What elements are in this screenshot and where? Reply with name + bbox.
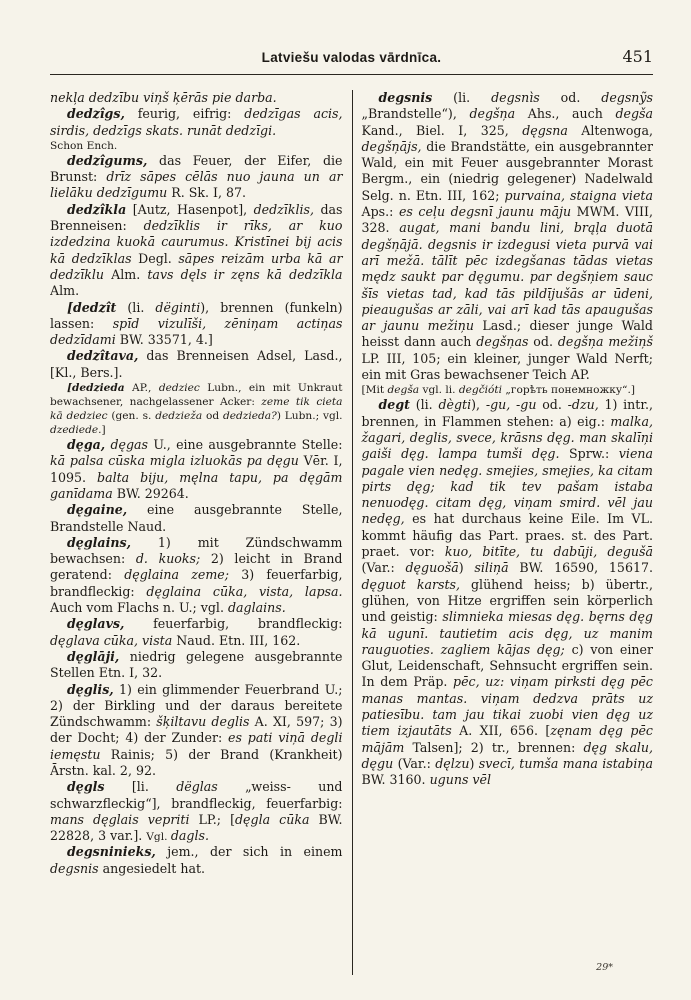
entry-text: degsnis [50, 860, 99, 876]
entry-text: BW. 29264. [112, 485, 189, 501]
entry-text: dedzieda? [222, 410, 277, 423]
headword: dęglavs, [67, 616, 125, 632]
headword: dedzîkla [67, 201, 127, 217]
entry-text: dedzīgas acis, sirdis, dedzīgs skats. runāt dedzīgi. [50, 106, 343, 138]
dictionary-entry [50, 106, 343, 139]
entry-text: ) Lubn.; vgl. [276, 410, 343, 423]
entry-text: degsnỹs [601, 90, 653, 105]
entry-text: šķiltavu deglis [156, 714, 250, 730]
entry-text: BW. 3160. [361, 772, 430, 788]
entry-text: Lubn., ein mit Unkraut bewachsener, nachgelassener Acker: [50, 382, 343, 409]
entry-text: 1) ein glimmender Feuerbrand U.; 2) der Birkling und der daraus bereitete Zündschwamm: [50, 681, 343, 730]
entry-text: A. XII, 656. [ [451, 723, 551, 739]
entry-text: Alm. [104, 266, 148, 282]
entry-text: Altenwoga, [567, 122, 653, 138]
running-header [50, 44, 653, 75]
entry-text: es ceļu degsnī jaunu māju [398, 204, 572, 220]
headword: dedzîgums, [67, 152, 148, 168]
entry-text: jem., der sich in einem [155, 844, 343, 860]
entry-text: degšņa mežiņš [557, 334, 653, 350]
entry-text: 3) feuerfarbig, brandfleckig: [50, 567, 343, 599]
entry-text: nekļa dedzību viņš ķērās pie darba. [50, 90, 277, 105]
entry-text: od. [539, 90, 602, 105]
entry-text: spīd vizulīši, zēniņam actiņas dedzīdami [50, 315, 343, 348]
entry-text: [Autz, Hasenpot], [126, 201, 254, 217]
dictionary-entry [362, 397, 654, 788]
entry-text: es hat durchaus keine Eile. Im VL. kommt häufig das Part. praes. st. des Part. praet. vor: [361, 511, 653, 560]
entry-text: LP.; [ [189, 811, 235, 827]
headword: dedzîtava, [67, 348, 139, 364]
entry-text: R. Sk. I, 87. [167, 185, 247, 201]
entry-text: (Var.: [393, 755, 436, 771]
entry-text: balta biju, męlna tapu, pa dęgām ganīdama [50, 469, 343, 501]
entry-text: degčióti [458, 384, 503, 397]
entry-text: -gu, -gu [485, 397, 537, 413]
entry-text: 1) mit Zündschwamm bewachsen: [50, 534, 343, 567]
entry-text: mans dęglais vepriti [50, 811, 190, 827]
dictionary-entry [50, 437, 343, 502]
entry-text: eine ausgebrannte Stelle, Brandstelle Naud. [50, 502, 343, 534]
entry-text: Naud. Etn. III, 162. [172, 632, 301, 648]
entry-text: slimnieka miesas dęg. bęrns dęg kā ugunī. tautietim acis dęg, uz manim rauguoties. zagliem kājas dęg; [361, 609, 653, 657]
entry-text: dęgla cūka [235, 811, 310, 827]
entry-text: degšņa [469, 106, 516, 122]
entry-text: degša [615, 106, 653, 122]
entry-text: ) [458, 560, 475, 576]
entry-text: ), [471, 397, 486, 413]
entry-text: od. [528, 334, 558, 350]
entry-text: Lasd.; dieser junge Wald heisst dann auch [361, 318, 653, 350]
entry-text: Aps.: [361, 204, 399, 220]
dictionary-entry [362, 90, 654, 383]
entry-text: d. kuoks; [135, 551, 201, 567]
entry-text: augat, mani bandu lini, brąļa duotā degšņājā. degsnis ir izdegusi vieta purvā vai arī mežā. tālīt pēc izdegšanas tādas vietas mędz saukt par dęgumu. par degšņiem sauc šīs vietas tad, kad tās pildījušās ar ūdeni, pieaugušas ar zāli, vai arī kad tās apaugušas ar jaunu mežiņu [361, 220, 653, 334]
headword: [dedzît [67, 299, 117, 315]
left-column [50, 90, 352, 975]
entry-text: das Brenneisen: [50, 201, 343, 234]
entry-text: Kand., Biel. I, 325, [361, 122, 523, 138]
entry-text: U., eine ausgebrannte Stelle: [148, 437, 343, 453]
entry-text: c) von einer Glut, Leidenschaft, Sehnsucht ergriffen sein. In dem Präp. [361, 641, 653, 690]
entry-text: drīz sāpes cēlās nuo jauna un ar lielāku dedzīgumu [50, 169, 343, 201]
entry-text: die Brandstätte, ein ausgebrannter Wald, ein mit Feuer ausgebrannter Morast Bergm., ein (niedrig gelegener) Nadelwald Selg. n. Etn. III, 162; [361, 138, 653, 203]
headword: dedzîgs, [67, 106, 125, 122]
entry-text: dęglava cūka, vista [50, 632, 173, 648]
entry-text: BW. 22828, 3 var.]. [50, 811, 343, 844]
entry-text: 2) leicht in Brand geratend: [50, 551, 343, 583]
entry-text: niedrig gelegene ausgebrannte Stellen Etn. I, 32. [50, 648, 343, 681]
entry-text: ) [469, 755, 479, 771]
entry-text: dęgas [110, 437, 149, 453]
entry-text: „горѣть понемножку“.] [502, 384, 635, 397]
entry-text: degsnìs [491, 90, 540, 105]
printer-signature: 29* [596, 962, 613, 973]
entry-text: dëginti [155, 299, 201, 315]
entry-text: dęg skalu, dęgu [361, 739, 653, 771]
entry-text: sāpes reizām urba kā ar dedzīklu [50, 250, 343, 282]
entry-text: dęglaina cūka, vista, lapsa. [146, 583, 343, 599]
headword: degsnis [378, 90, 433, 105]
dictionary-entry [50, 844, 343, 877]
entry-text: angesiedelt hat. [98, 860, 206, 876]
entry-text: od [202, 410, 223, 423]
entry-text: Vēr. I, 1095. [50, 453, 343, 485]
entry-text: (li. [409, 397, 439, 413]
headword: degsninieks, [67, 844, 156, 860]
entry-text: dègti [438, 397, 472, 413]
entry-text: dęguošā [405, 560, 459, 576]
entry-text: dedzīklis ir rīks, ar kuo izdedzina kuokā caurumus. Kristīnei bij acis kā dedzīklas [50, 218, 343, 266]
entry-text: Ahs., auch [515, 106, 616, 122]
headword: dęglains, [67, 534, 131, 550]
entry-text: viena pagale vien nedęg. smejies, smejies, ka citam pirts dęg; kad tik tev pašam istaba nenuodęg. citam dęg, viņam smird. vēl jau nedęg, [361, 446, 653, 527]
entry-text: svecī, tumša mana istabiņa [478, 755, 653, 771]
entry-text: A. XI, 597; 3) der Docht; 4) der Zunder: [50, 714, 343, 746]
entry-text: feurig, eifrig: [124, 106, 245, 122]
entry-text: dęguot karsts, [361, 576, 460, 592]
dictionary-entry [50, 649, 343, 682]
entry-text: uz: viņam pirksti dęg pēc manas mantas. viņam dedzva prāts uz patiesību. tam jau tikai zuobi vien dęg uz tiem [361, 674, 653, 739]
entry-text: uguns vēl [429, 772, 492, 788]
entry-text: izjautāts [397, 723, 452, 739]
headword: dęga, [67, 437, 106, 453]
entry-text: dzediede. [50, 424, 102, 437]
dictionary-columns [50, 90, 653, 975]
headword: dęglis, [67, 681, 114, 697]
dictionary-entry [362, 383, 654, 397]
entry-text: siliņā [474, 560, 509, 576]
entry-text: dedziec [158, 382, 200, 395]
entry-text: (li. [432, 90, 492, 105]
entry-text: Vgl. [146, 831, 171, 844]
headword: dęgls [67, 779, 105, 795]
entry-text: Rainis; 5) der Brand (Krankheit) Ārstn. kal. 2, 92. [50, 746, 343, 778]
entry-text: (gen. s. [107, 410, 156, 423]
entry-text: es pati viņā degli iemęstu [50, 730, 343, 762]
headword: dęglāji, [67, 648, 120, 664]
entry-text: malka, žagari, deglis, svece, krāsns dęg. man skalīņi gaiši dęg. lampa tumši dęg. [361, 413, 653, 462]
entry-text: kuo, bitīte, tu dabūji, degušā [444, 544, 653, 560]
entry-text: daglains. [227, 600, 286, 616]
entry-text: Degl. [131, 250, 179, 266]
dictionary-entry [50, 90, 343, 106]
entry-text: dedzīklis, [253, 201, 314, 217]
entry-text: od. [536, 397, 568, 413]
entry-text: Alm. [50, 283, 80, 299]
headword: [dedzieda [67, 382, 125, 395]
entry-text: das Brenneisen Adsel, Lasd., [Kl., Bers.]. [50, 348, 343, 380]
dictionary-entry [50, 153, 343, 202]
dictionary-entry [50, 682, 343, 780]
dictionary-entry [50, 300, 343, 349]
entry-text: ] [101, 424, 106, 437]
entry-text: MWM. VIII, 328. [361, 204, 653, 236]
dictionary-entry [50, 381, 343, 437]
entry-text: zęnam dęg pēc mājām [361, 723, 653, 755]
entry-text: zeme tik cieta kā dedziec [50, 396, 343, 423]
entry-text: das Feuer, der Eifer, die Brunst: [50, 152, 343, 185]
entry-text: degšņājs, [361, 138, 422, 154]
entry-text: Talsen]; 2) tr., brennen: [404, 739, 584, 755]
entry-text: (li. [116, 299, 156, 315]
dictionary-entry [50, 502, 343, 535]
entry-text: [Mit [361, 384, 388, 397]
right-column [352, 90, 654, 975]
entry-text: dęlzu [435, 755, 470, 771]
entry-text: dedzieža [155, 410, 203, 423]
entry-text: dëglas [176, 779, 218, 795]
entry-text: Auch vom Flachs n. U.; vgl. [50, 600, 228, 616]
entry-text: glühend heiss; b) übertr., glühen, von Hitze ergriffen sein körperlich und geistig: [361, 576, 653, 625]
entry-text: BW. 16590, 15617. [508, 560, 653, 576]
headword: dęgaine, [67, 502, 128, 518]
entry-text: dęgsna [522, 122, 568, 138]
entry-text: (Var.: [361, 560, 406, 576]
entry-text: „Brandstelle“), [361, 106, 470, 122]
dictionary-entry [50, 779, 343, 844]
dictionary-entry [50, 348, 343, 381]
running-title: Latviešu valodas vārdnīca. [261, 50, 442, 65]
entry-text: degša [387, 384, 420, 397]
entry-text: degšņas [476, 334, 529, 350]
dictionary-entry [50, 616, 343, 649]
entry-text: feuerfarbig, brandfleckig: [124, 616, 343, 632]
entry-text: purvaina, staigna vieta [504, 187, 653, 203]
entry-text: -dzu, [567, 397, 599, 413]
dictionary-entry [50, 202, 343, 300]
entry-text: 1) intr., brennen, in Flammen stehen: a) eig.: [361, 397, 653, 429]
entry-text: [li. [104, 779, 177, 795]
dictionary-entry [50, 139, 343, 153]
entry-text: kā palsa cūska migla izluokās pa dęgu [50, 453, 299, 469]
entry-text: „weiss- und schwarzfleckig“], brandfleckig, feuerfarbig: [50, 779, 343, 811]
dictionary-entry [50, 535, 343, 616]
entry-text: pēc, [453, 674, 480, 690]
entry-text: Sprw.: [559, 446, 619, 462]
entry-text: AP., [124, 382, 159, 395]
entry-text: ), brennen (funkeln) lassen: [50, 299, 343, 331]
entry-text: dęglaina zeme; [124, 567, 229, 583]
entry-text: BW. 33571, 4.] [115, 332, 213, 348]
page-number: 451 [622, 47, 653, 66]
headword: degt [378, 397, 410, 413]
entry-text: LP. III, 105; ein kleiner, junger Wald Nerft; ein mit Gras bewachsener Teich AP. [361, 350, 653, 383]
entry-text: tavs dęls ir zęns kā dedzīkla [147, 266, 343, 282]
entry-text: vgl. li. [419, 384, 459, 397]
entry-text: dagls. [170, 828, 209, 844]
entry-text: Schon Ench. [50, 139, 118, 152]
